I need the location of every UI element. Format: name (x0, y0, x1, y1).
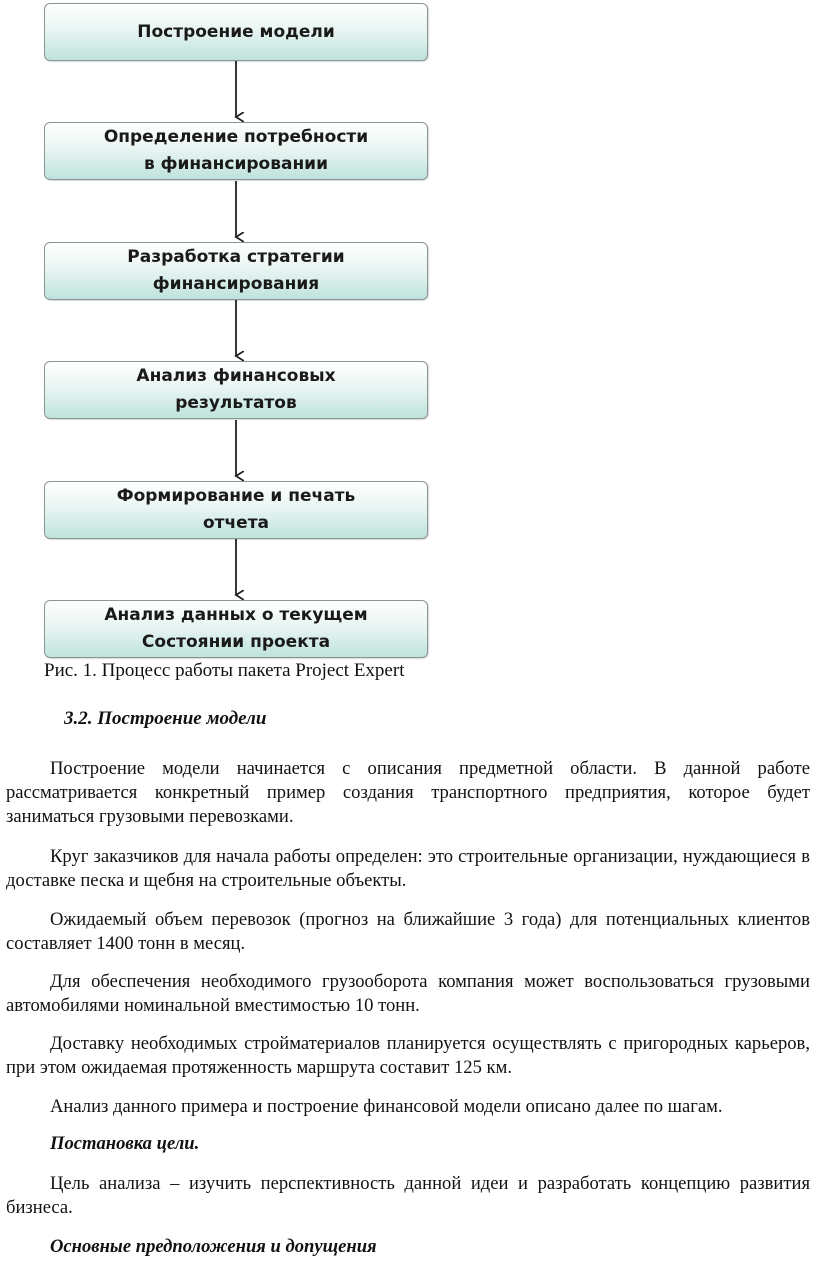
paragraph-2: Круг заказчиков для начала работы определен: это строительные организации, нуждающиеся в доставке песка и щебня на строительные объекты. (6, 846, 810, 891)
step-financial-results: Анализ финансовых результатов (44, 361, 428, 419)
paragraph-3: Ожидаемый объем перевозок (прогноз на ближайшие 3 года) для потенциальных клиентов составляет 1400 тонн в месяц. (6, 909, 810, 954)
figure-caption: Рис. 1. Процесс работы пакета Project Expert (44, 660, 405, 681)
goal-paragraph: Цель анализа – изучить перспективность данной идеи и разработать концепцию развития бизнеса. (6, 1173, 810, 1218)
step-financing-strategy: Разработка стратегии финансирования (44, 242, 428, 300)
step-report: Формирование и печать отчета (44, 481, 428, 539)
step-project-state: Анализ данных о текущем Состоянии проекта (44, 600, 428, 658)
paragraph-1: Построение модели начинается с описания предметной области. В данной работе рассматривается конкретный пример создания транспортного предприятия, которое будет заниматься грузовыми перевозками. (6, 758, 810, 827)
paragraph-4: Для обеспечения необходимого грузооборота компания может воспользоваться грузовыми автомобилями номинальной вместимостью 10 тонн. (6, 971, 810, 1016)
paragraph-5: Доставку необходимых стройматериалов планируется осуществлять с пригородных карьеров, при этом ожидаемая протяженность маршрута составит 125 км. (6, 1033, 810, 1078)
section-title: 3.2. Построение модели (64, 708, 267, 729)
heading-assumptions: Основные предположения и допущения (50, 1236, 377, 1257)
step-build-model: Построение модели (44, 3, 428, 61)
step-financing-needs: Определение потребности в финансировании (44, 122, 428, 180)
paragraph-6: Анализ данного примера и построение финансовой модели описано далее по шагам. (50, 1096, 723, 1117)
heading-goal: Постановка цели. (50, 1133, 200, 1154)
